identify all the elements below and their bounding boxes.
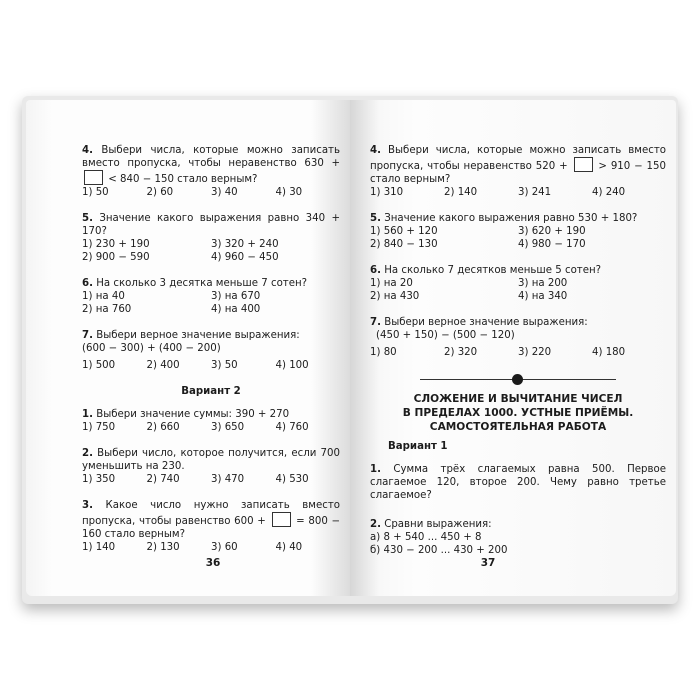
task-number: 4. [82, 145, 93, 156]
task-expression: (450 + 150) − (500 − 120) [376, 330, 515, 341]
task-number: 6. [370, 265, 381, 276]
option: 4) 530 [275, 474, 309, 485]
answer-options [370, 186, 666, 199]
answer-options [370, 290, 666, 303]
task-question [370, 316, 666, 329]
option: 3) 241 [518, 187, 552, 198]
task-text-cont: = 800 − 160 стало верным? [82, 516, 341, 540]
task-text: На сколько 7 десятков меньше 5 сотен? [380, 265, 602, 276]
option: 3) 220 [518, 347, 552, 358]
task-text: Значение какого выражения равно 530 + 180? [380, 213, 638, 224]
task-number: 7. [370, 317, 381, 328]
task-question [370, 212, 666, 225]
task-question [82, 329, 340, 342]
page-number: 36 [205, 557, 221, 569]
task-number: 5. [82, 213, 93, 224]
option: 1) на 40 [82, 291, 125, 302]
option: 3) 50 [211, 360, 238, 371]
task-question [370, 463, 666, 502]
comparison-line: б) 430 − 200 ... 430 + 200 [370, 545, 508, 556]
task-expression: (600 − 300) + (400 − 200) [82, 343, 221, 354]
answer-options [82, 186, 340, 199]
option: 2) 400 [146, 360, 180, 371]
task-4 [370, 144, 666, 199]
blank-box [84, 170, 103, 185]
blank-box [574, 157, 593, 172]
page-37 [350, 100, 676, 596]
task-text-cont: < 840 − 150 стало верным? [108, 174, 258, 185]
task-text: Значение какого выражения равно 340 + 170? [82, 213, 340, 237]
option: 2) 60 [146, 187, 174, 198]
section-title [370, 392, 666, 434]
option: 1) 500 [82, 360, 116, 371]
v2-task-1 [82, 408, 340, 434]
option: 4) 980 − 170 [518, 239, 586, 250]
v1-task-2 [370, 518, 666, 557]
option: 4) 40 [275, 542, 303, 553]
page-number: 37 [480, 557, 496, 569]
task-number: 6. [82, 278, 93, 289]
task-7 [82, 329, 340, 372]
answer-options [370, 277, 666, 290]
option: 4) на 400 [211, 304, 261, 315]
variant-heading: Вариант 2 [181, 386, 241, 397]
answer-options [82, 290, 340, 303]
task-question [82, 144, 340, 186]
option: 1) 80 [370, 347, 397, 358]
answer-options [82, 303, 340, 316]
task-number: 3. [82, 500, 93, 511]
task-text: Выбери значение суммы: 390 + 270 [92, 409, 290, 420]
answer-options [82, 238, 340, 251]
task-text: На сколько 3 десятка меньше 7 сотен? [92, 278, 308, 289]
task-question [370, 518, 666, 531]
v1-task-1 [370, 463, 666, 502]
option: 4) на 340 [518, 291, 568, 302]
option: 3) 650 [211, 422, 245, 433]
option: 1) 230 + 190 [82, 239, 150, 250]
option: 3) 40 [211, 187, 238, 198]
task-number: 1. [82, 409, 93, 420]
task-5 [82, 212, 340, 264]
option: 2) на 430 [370, 291, 420, 302]
option: 4) 100 [275, 360, 309, 371]
task-number: 5. [370, 213, 381, 224]
option: 4) 240 [592, 187, 626, 198]
v2-task-3 [82, 499, 340, 554]
task-number: 4. [370, 145, 381, 156]
task-number: 2. [370, 519, 381, 530]
option: 2) на 760 [82, 304, 132, 315]
section-title-line: САМОСТОЯТЕЛЬНАЯ РАБОТА [429, 421, 607, 433]
option: 3) на 670 [211, 291, 261, 302]
answer-options [370, 346, 666, 359]
option: 2) 660 [146, 422, 180, 433]
option: 1) на 20 [370, 278, 413, 289]
option: 2) 900 − 590 [82, 252, 150, 263]
option: 3) 620 + 190 [518, 226, 586, 237]
task-6 [82, 277, 340, 316]
answer-options [82, 541, 340, 554]
answer-options [370, 225, 666, 238]
option: 4) 30 [275, 187, 303, 198]
option: 4) 960 − 450 [211, 252, 279, 263]
option: 1) 350 [82, 474, 116, 485]
option: 1) 310 [370, 187, 404, 198]
v2-task-2 [82, 447, 340, 486]
answer-options [82, 473, 340, 486]
answer-options [82, 421, 340, 434]
option: 1) 50 [82, 187, 109, 198]
option: 1) 140 [82, 542, 116, 553]
answer-options [82, 251, 340, 264]
task-question [82, 277, 340, 290]
blank-box [272, 512, 291, 527]
task-text: Выбери верное значение выражения: [380, 317, 588, 328]
option: 1) 750 [82, 422, 116, 433]
task-question [370, 264, 666, 277]
option: 3) 470 [211, 474, 245, 485]
section-title-line: СЛОЖЕНИЕ И ВЫЧИТАНИЕ ЧИСЕЛ [413, 393, 623, 405]
option: 3) 320 + 240 [211, 239, 279, 250]
task-text-cont: > 910 − 150 стало верным? [370, 161, 666, 185]
task-question [82, 499, 340, 541]
task-question [82, 212, 340, 238]
task-text: Сравни выражения: [380, 519, 492, 530]
option: 1) 560 + 120 [370, 226, 438, 237]
task-6 [370, 264, 666, 303]
option: 2) 840 − 130 [370, 239, 438, 250]
task-text: Выбери числа, которые можно записать вместо пропуска, чтобы неравенство 630 + [82, 145, 340, 169]
divider-dot [512, 374, 523, 385]
task-text: Выбери числа, которые можно записать вместо пропуска, чтобы неравенство 520 + [370, 145, 666, 172]
option: 2) 130 [146, 542, 180, 553]
task-text: Выбери число, которое получится, если 700 уменьшить на 230. [82, 448, 340, 472]
section-title-line: В ПРЕДЕЛАХ 1000. УСТНЫЕ ПРИЁМЫ. [402, 407, 634, 419]
task-4 [82, 144, 340, 199]
answer-options [82, 359, 340, 372]
option: 2) 740 [146, 474, 180, 485]
task-number: 2. [82, 448, 93, 459]
variant-heading: Вариант 1 [388, 441, 448, 452]
task-question [370, 144, 666, 186]
option: 2) 320 [444, 347, 478, 358]
option: 4) 180 [592, 347, 626, 358]
option: 4) 760 [275, 422, 309, 433]
option: 3) на 200 [518, 278, 568, 289]
section-divider [370, 372, 666, 386]
task-5 [370, 212, 666, 251]
task-7 [370, 316, 666, 359]
task-question [82, 408, 340, 421]
page-36 [26, 100, 350, 596]
task-text: Сумма трёх слагаемых равна 500. Первое слагаемое 120, второе 200. Чему равно третье слагаемое? [370, 464, 666, 501]
task-text: Какое число нужно записать вместо пропуска, чтобы равенство 600 + [82, 500, 340, 527]
task-text: Выбери верное значение выражения: [92, 330, 300, 341]
task-number: 7. [82, 330, 93, 341]
task-number: 1. [370, 464, 381, 475]
task-question [82, 447, 340, 473]
option: 2) 140 [444, 187, 478, 198]
comparison-line: а) 8 + 540 ... 450 + 8 [370, 532, 482, 543]
option: 3) 60 [211, 542, 238, 553]
answer-options [370, 238, 666, 251]
